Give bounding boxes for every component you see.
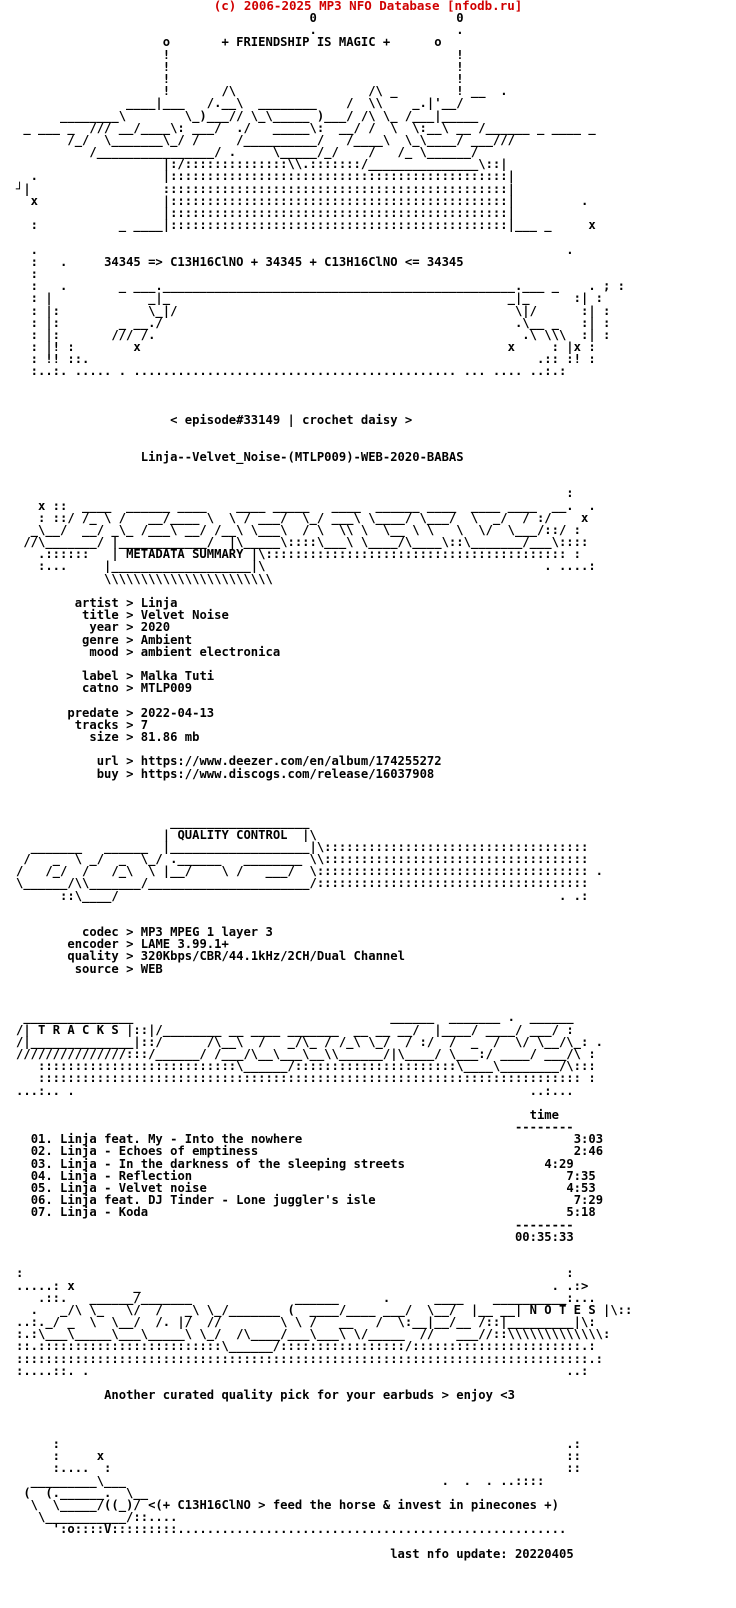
track-time: 2:46 — [573, 1144, 604, 1159]
episode-label: < episode#33149 | crochet daisy > — [170, 413, 413, 428]
art-line: :..:. ..... . ............................................ ... .... ..:.: — [16, 364, 567, 379]
art-line: : |: _ __./ .\__ _ :| : — [16, 315, 611, 330]
last-update: last nfo update: 20220405 — [390, 1546, 574, 1561]
track-title: Linja - In the darkness of the sleeping streets — [60, 1156, 405, 1171]
art-line: ____|___ /.__\ ________ / \\ _.|'__/ — [16, 96, 464, 111]
notes-text-row — [16, 1389, 632, 1401]
track-title: Linja - Reflection — [60, 1168, 193, 1183]
art-line: :....::. . ..: — [16, 1363, 589, 1378]
art-line: : — [16, 266, 39, 281]
art-line: : : — [16, 1266, 574, 1281]
track-row: 06. Linja feat. DJ Tinder - Lone juggler's isle 7:29 — [30, 1193, 604, 1208]
metadata-row: size > 81.86 mb — [89, 730, 200, 745]
art-line: . _/\ \_ \/ / _\ \_/_______ ( ____/____ ___/ \__/ |__ __| N O T E S |\:: — [16, 1302, 633, 1317]
track-title: Linja feat. My - Into the nowhere — [60, 1132, 303, 1147]
art-line: :.... : :: — [16, 1461, 581, 1476]
title-value: Velvet Noise — [140, 608, 229, 623]
genre-value: Ambient — [140, 632, 193, 647]
footer-slogan-row: \ \_____/((_)/ <(+ C13H16ClNO > feed the horse & invest in pinecones +) — [16, 1497, 559, 1512]
art-line: o + FRIENDSHIP IS MAGIC + o — [16, 35, 442, 50]
quality-row: quality > 320Kbps/CBR/44.1kHz/2CH/Dual Channel — [67, 949, 405, 964]
track-row: 02. Linja - Echoes of emptiness 2:46 — [30, 1144, 604, 1159]
art-line: : .: — [16, 1436, 581, 1451]
track-time: 4:53 — [566, 1181, 596, 1195]
metadata-heading: METADATA SUMMARY — [126, 547, 244, 562]
art-line: 0 0 — [16, 11, 464, 25]
art-line: _\__/ __/ _\_ /___\ __/ /__\ \___\ / \ \\ \ \__ \ \ \ \/ \___/::/ : — [16, 522, 581, 537]
art-line: : | _|_ _|_ :| : — [16, 291, 603, 306]
art-line: ________\ \_)___// \_\_____ )___/ /\ \_ /___|_____ — [16, 108, 479, 123]
tracks-count-value: 7 — [140, 717, 149, 732]
encoder-value: LAME 3.99.1+ — [140, 937, 229, 952]
art-line: / /_/ / /_\ \ |__/ \ / ___/ \::::::::::::::::::::::::::::::::::::: . — [16, 864, 603, 879]
art-line: /________________/ . \_____/_/ / /_ \______/ — [16, 145, 479, 160]
total-time: 00:35:33 — [514, 1229, 574, 1244]
metadata-row: label > Malka Tuti — [82, 669, 215, 684]
mood-value: ambient electronica — [140, 644, 281, 659]
art-line — [16, 1243, 632, 1255]
track-title: Linja feat. DJ Tinder - Lone juggler's isle — [60, 1193, 376, 1208]
art-line: .:::::: | METADATA SUMMARY |\::::::::::::::::::::::::::::::::::::::::: : — [16, 547, 581, 562]
metadata-row: catno > MTLP009 — [82, 681, 193, 696]
tracks-total-row — [16, 1231, 632, 1243]
art-line: ::::::::::::::::::::::::::::::::::::::::::::::::::::::::::::::::::::::::::::::.: — [16, 1351, 603, 1366]
art-line: ///////////////:::/______/ /___/\__\___\__\\______/|\____/ \___:/ ____/ ___/\ : — [16, 1046, 596, 1061]
time-header: time — [529, 1107, 559, 1122]
art-line: ...:.. . ..:... — [16, 1083, 574, 1098]
art-line: //\_______/ |____________/ |\_____\::::\___\ \____/\____\::\_______/___\:::: — [16, 535, 589, 550]
art-line — [16, 390, 632, 402]
tagline: + FRIENDSHIP IS MAGIC + — [221, 35, 391, 50]
track-title: Linja - Velvet noise — [60, 1181, 207, 1195]
art-line — [16, 987, 632, 999]
track-time: 7:35 — [566, 1168, 596, 1183]
art-line: .::. ______/_______ ______ . ____ __________:... — [16, 1290, 596, 1305]
metadata-row: mood > ambient electronica — [89, 644, 281, 659]
art-line: /| T R A C K S |::|/________ __ ____ _______ __ __ __/ |____/ ____/ ___/ : — [16, 1022, 574, 1037]
track-time: 7:29 — [573, 1193, 604, 1208]
track-title: Linja - Echoes of emptiness — [60, 1144, 259, 1159]
art-line — [16, 231, 632, 243]
art-line — [16, 378, 632, 390]
metadata-row: year > 2020 — [89, 620, 171, 635]
art-line — [16, 792, 632, 804]
year-value: 2020 — [140, 620, 171, 635]
quality-row: source > WEB — [74, 961, 163, 976]
footer-update-row — [16, 1548, 632, 1560]
formula: 34345 => C13H16ClNO + 34345 + C13H16ClNO <= 34345 — [104, 254, 464, 269]
art-line — [16, 975, 632, 987]
art-line: -------- — [16, 1217, 574, 1232]
track-row: 03. Linja - In the darkness of the sleeping streets 4:29 — [30, 1156, 574, 1171]
art-line: \\\\\\\\\\\\\\\\\\\\\\\ — [16, 571, 273, 586]
art-line: |:/::::::::::::::\\.:::::::/_______________\::| — [16, 157, 508, 172]
art-line — [16, 1401, 632, 1413]
art-line — [16, 780, 632, 792]
metadata-row: tracks > 7 — [74, 717, 149, 732]
art-line: \______/\\_______/______________________/::::::::::::::::::::::::::::::::::::: — [16, 876, 589, 891]
art-line: _________\___ . . . ..:::: — [16, 1473, 545, 1488]
track-row: 07. Linja - Koda 5:18 — [30, 1205, 596, 1220]
nfo-document — [16, 12, 632, 1560]
metadata-row: predate > 2022-04-13 — [67, 705, 215, 720]
art-line: ::.:::::::::::::::::::::::::\______/:::::::::::::::::/:::::::::::::::::::::::.: — [16, 1339, 596, 1354]
art-line: : — [16, 486, 574, 501]
source-value: WEB — [140, 961, 163, 976]
quality-value: 320Kbps/CBR/44.1kHz/2CH/Dual Channel — [140, 949, 405, 964]
art-line: : |: \_|/ \|/ :| : — [16, 303, 611, 318]
art-line: :::::::::::::::::::::::::::::::::::::::::::::::::::::::::::::::::::::::::: : — [16, 1071, 596, 1086]
art-line: . |::::::::::::::::::::::::::::::::::::::::::::::| — [16, 169, 515, 184]
release-name: Linja--Velvet_Noise-(MTLP009)-WEB-2020-BABAS — [140, 449, 464, 464]
art-line: \___________/::.... — [16, 1510, 178, 1525]
codec-value: MP3 MPEG 1 layer 3 — [140, 925, 273, 940]
art-line: _______________ ______ _______ . ______ — [16, 1010, 574, 1025]
art-line: : . _ ___.________________________________________________.___ _ . ; : — [16, 279, 626, 294]
art-line — [16, 463, 632, 475]
buy-link[interactable]: https://www.discogs.com/release/16037908 — [140, 766, 435, 781]
track-row: 05. Linja - Velvet noise 4:53 — [30, 1181, 596, 1195]
art-line: : x :: — [16, 1449, 581, 1464]
metadata-row: title > Velvet Noise — [82, 608, 229, 623]
track-row: 04. Linja - Reflection 7:35 — [30, 1168, 596, 1183]
track-time: 4:29 — [544, 1156, 574, 1171]
track-time: 3:03 — [573, 1132, 604, 1147]
catno-value: MTLP009 — [140, 681, 193, 696]
notes-heading: N O T E S — [529, 1302, 596, 1317]
art-line: ':o::::V:::::::::..................................................... — [16, 1522, 567, 1537]
art-line: ! ! — [16, 71, 464, 86]
quality-row: codec > MP3 MPEG 1 layer 3 — [82, 925, 273, 940]
art-line: -------- — [16, 1120, 574, 1135]
art-line: | QUALITY CONTROL |\ — [16, 827, 317, 842]
art-line: x :: ____ ______ ____ ____ _____ ____ ______ ____ ____ ____ __. . — [16, 498, 596, 513]
art-line: . . — [16, 23, 464, 38]
quality-heading: QUALITY CONTROL — [177, 827, 288, 842]
art-line: ! /\ /\ _ ! __ . — [16, 84, 508, 99]
art-line: ..:._/ _ \ \__/ /. |/ // \ \ / __ / \:__|__/__ /::|_________|\: — [16, 1315, 596, 1330]
art-line — [16, 451, 632, 463]
track-time: 5:18 — [566, 1205, 596, 1220]
art-line: /|______________|::/ /\__\ / _/\_ / /_\ \_/ / :/ / _ / \/ \__/\_: . — [16, 1034, 603, 1049]
metadata-row: genre > Ambient — [82, 632, 193, 647]
notes-text: Another curated quality pick for your earbuds > enjoy <3 — [104, 1388, 515, 1403]
label-value: Malka Tuti — [140, 669, 215, 684]
art-line: :::::::::::::::::::::::::::\______/::::::::::::::::::::::\____\________/\::: — [16, 1059, 596, 1074]
art-line: _ ___ _ /// __/____\: ___/ ./ _____\: __/ / \ \:__\ __ /______ _ ____ _ — [16, 120, 596, 135]
predate-value: 2022-04-13 — [140, 705, 215, 720]
metadata-row: artist > Linja — [74, 596, 178, 610]
quality-row: encoder > LAME 3.99.1+ — [67, 937, 229, 952]
art-line: ::\____/ . .: — [16, 888, 589, 903]
art-line: |::::::::::::::::::::::::::::::::::::::::::::::| — [16, 206, 515, 220]
art-line: : _ ____|::::::::::::::::::::::::::::::::::::::::::::::|___ _ x — [16, 218, 596, 233]
track-row: 01. Linja feat. My - Into the nowhere 3:03 — [30, 1132, 604, 1147]
copyright-header[interactable]: (c) 2006-2025 MP3 NFO Database [nfodb.ru] — [213, 0, 523, 13]
art-line: . . — [16, 242, 574, 257]
art-line: / _ \ _/ _ \_/ .______ ________ \\:::::::::::::::::::::::::::::::::::: — [16, 851, 589, 866]
art-line: ( (.______. \__ — [16, 1485, 149, 1500]
art-line — [16, 1414, 632, 1426]
track-title: Linja - Koda — [60, 1205, 149, 1220]
tracks-heading: T R A C K S — [38, 1022, 119, 1037]
metadata-row: buy > https://www.discogs.com/release/16037908 — [96, 766, 435, 781]
art-line: ┘| :::::::::::::::::::::::::::::::::::::::::::::::| — [16, 181, 515, 196]
art-line: :.:\___\_____\___\_____\ \_/ /\____/___\___\ \/_____ // ___//::\\\\\\\\\\\\\: — [16, 1327, 611, 1342]
art-line: : !! ::. .:: :! : — [16, 352, 596, 367]
art-line: : |! : x x : |x : — [16, 340, 596, 355]
art-line: :... |___________________|\ . ....: — [16, 559, 596, 574]
size-value: 81.86 mb — [140, 730, 200, 745]
art-line: _______ ______ |___________________|\:::::::::::::::::::::::::::::::::::: — [16, 839, 589, 854]
art-line: /_/ \_______\_/ / /__________/ /____\ \_\____/ ___/// — [16, 132, 515, 147]
metadata-row: url > https://www.deezer.com/en/album/174255272 — [96, 754, 442, 769]
art-line: : . 34345 => C13H16ClNO + 34345 + C13H16ClNO <= 34345 — [16, 254, 464, 269]
art-line: ! ! — [16, 59, 464, 74]
art-line: : |: /// /. .\ \\\ :| : — [16, 327, 611, 342]
art-line: .....: x _ . .:> — [16, 1278, 589, 1293]
footer-slogan: <(+ C13H16ClNO > feed the horse & invest in pinecones +) — [148, 1497, 559, 1512]
url-link[interactable]: https://www.deezer.com/en/album/174255272 — [140, 754, 442, 769]
art-line: : ::/ /_ \ / __/____ \ \ / ___/ \_/ ___\ \____/ \___/ \ _/ / :/ x — [16, 510, 589, 525]
artist-value: Linja — [140, 596, 178, 610]
art-line: x |::::::::::::::::::::::::::::::::::::::::::::::| . — [16, 193, 589, 208]
art-line — [16, 414, 632, 426]
art-line: ! ! — [16, 47, 464, 62]
art-line — [16, 902, 632, 914]
art-line: ___________________ — [16, 815, 310, 830]
art-line — [16, 426, 632, 438]
